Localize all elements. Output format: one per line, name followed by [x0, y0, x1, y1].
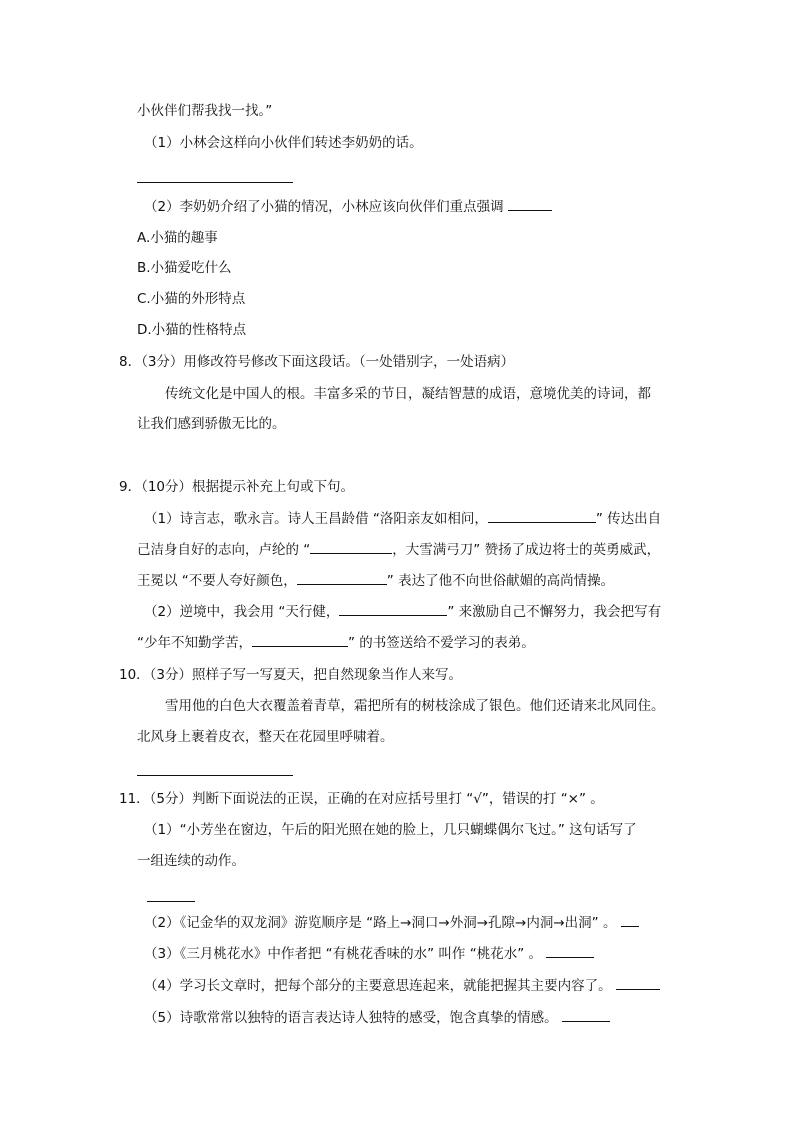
q7-option-d: D.小猫的性格特点: [137, 322, 247, 338]
q11-sub4-text: （4）学习长文章时，把每个部分的主要意思连起来，就能把握其主要内容了。: [144, 978, 612, 994]
q9-line3: [137, 572, 614, 590]
q11-sub1-blank[interactable]: [147, 901, 195, 902]
q9-line2: [137, 541, 660, 559]
q8-heading: 8．（3分）用修改符号修改下面这段话。（一处错别字，一处语病）: [119, 354, 515, 370]
q7-sub1: （1）小林会这样向小伙伴们转述李奶奶的话。: [144, 135, 423, 151]
q10-heading: 10．（3分）照样子写一写夏天，把自然现象当作人来写。: [119, 667, 463, 683]
q9-line2-after: ，大雪满弓刀” 赞扬了成边将士的英勇威武，: [392, 542, 661, 558]
q9-line4: [144, 603, 661, 621]
q9-heading: 9．（10分）根据提示补充上句或下句。: [119, 479, 355, 495]
q10-answer-line[interactable]: [137, 775, 293, 776]
q10-example-line1: 雪用他的白色大衣覆盖着青草，霜把所有的树枝涂成了银色。他们还请来北风同住。: [165, 698, 665, 714]
q11-sub5: [144, 1009, 610, 1027]
q11-sub1-line2: 一组连续的动作。: [137, 853, 245, 869]
q9-line5-before: “少年不知勤学苦，: [137, 635, 252, 651]
q8-passage-line2: 让我们感到骄傲无比的。: [137, 416, 286, 432]
q7-option-c: C.小猫的外形特点: [137, 291, 246, 307]
q11-sub5-blank[interactable]: [562, 1009, 610, 1022]
q11-sub2: [144, 914, 639, 932]
q7-sub1-answer-line[interactable]: [137, 182, 293, 183]
q11-sub4: [144, 977, 660, 995]
q11-sub5-text: （5）诗歌常常以独特的语言表达诗人独特的感受，饱含真挚的情感。: [144, 1010, 558, 1026]
q9-blank1[interactable]: [488, 510, 596, 523]
q9-blank2[interactable]: [310, 541, 392, 554]
q9-line5-after: ” 的书签送给不爱学习的表弟。: [348, 635, 535, 651]
q7-option-b: B.小猫爱吃什么: [137, 260, 232, 276]
q9-blank3[interactable]: [297, 572, 387, 585]
q11-sub2-text: （2）《记金华的双龙洞》游览顺序是 “路上→洞口→外洞→孔隙→内洞→出洞” 。: [144, 915, 617, 931]
q11-sub1-line1: （1）“小芳坐在窗边，午后的阳光照在她的脸上，几只蝴蝶偶尔飞过。” 这句话写了: [144, 822, 637, 838]
q9-line4-before: （2）逆境中，我会用 “天行健，: [144, 604, 340, 620]
q9-line1-before: （1）诗言志，歌永言。诗人王昌龄借 “洛阳亲友如相问，: [144, 511, 488, 527]
q9-line3-after: ” 表达了他不向世俗献媚的高尚情操。: [386, 573, 615, 589]
q10-example-line2: 北风身上裹着皮衣，整天在花园里呼啸着。: [137, 729, 394, 745]
q11-sub3-blank[interactable]: [546, 945, 594, 958]
q7-sub2-blank[interactable]: [508, 198, 552, 211]
q11-sub4-blank[interactable]: [616, 977, 660, 990]
q7-sub2: [144, 198, 552, 216]
q9-line3-before: 王冕以 “不要人夸好颜色，: [137, 573, 297, 589]
q9-line1: [144, 510, 661, 528]
q9-line2-before: 己洁身自好的志向，卢纶的 “: [137, 542, 311, 558]
q9-line1-after: ” 传达出自: [595, 511, 662, 527]
q7-option-a: A.小猫的趣事: [137, 230, 218, 246]
q11-heading: 11．（5分）判断下面说法的正误，正确的在对应括号里打 “√”，错误的打 “×” 。: [119, 791, 604, 807]
q7-sub2-text: （2）李奶奶介绍了小猫的情况，小林应该向伙伴们重点强调: [144, 199, 504, 215]
q9-line4-after: ” 来激励自己不懈努力，我会把写有: [447, 604, 662, 620]
q9-blank5[interactable]: [252, 634, 348, 647]
q9-blank4[interactable]: [339, 603, 447, 616]
q11-sub3-text: （3）《三月桃花水》中作者把 “有桃花香味的水” 叫作 “桃花水” 。: [144, 946, 542, 962]
q8-passage-line1: 传统文化是中国人的根。丰富多采的节日，凝结智慧的成语，意境优美的诗词，都: [165, 386, 651, 402]
q11-sub2-blank[interactable]: [621, 914, 639, 927]
q7-continuation: 小伙伴们帮我找一找。”: [137, 103, 273, 119]
q11-sub3: [144, 945, 594, 963]
q9-line5: [137, 634, 535, 652]
